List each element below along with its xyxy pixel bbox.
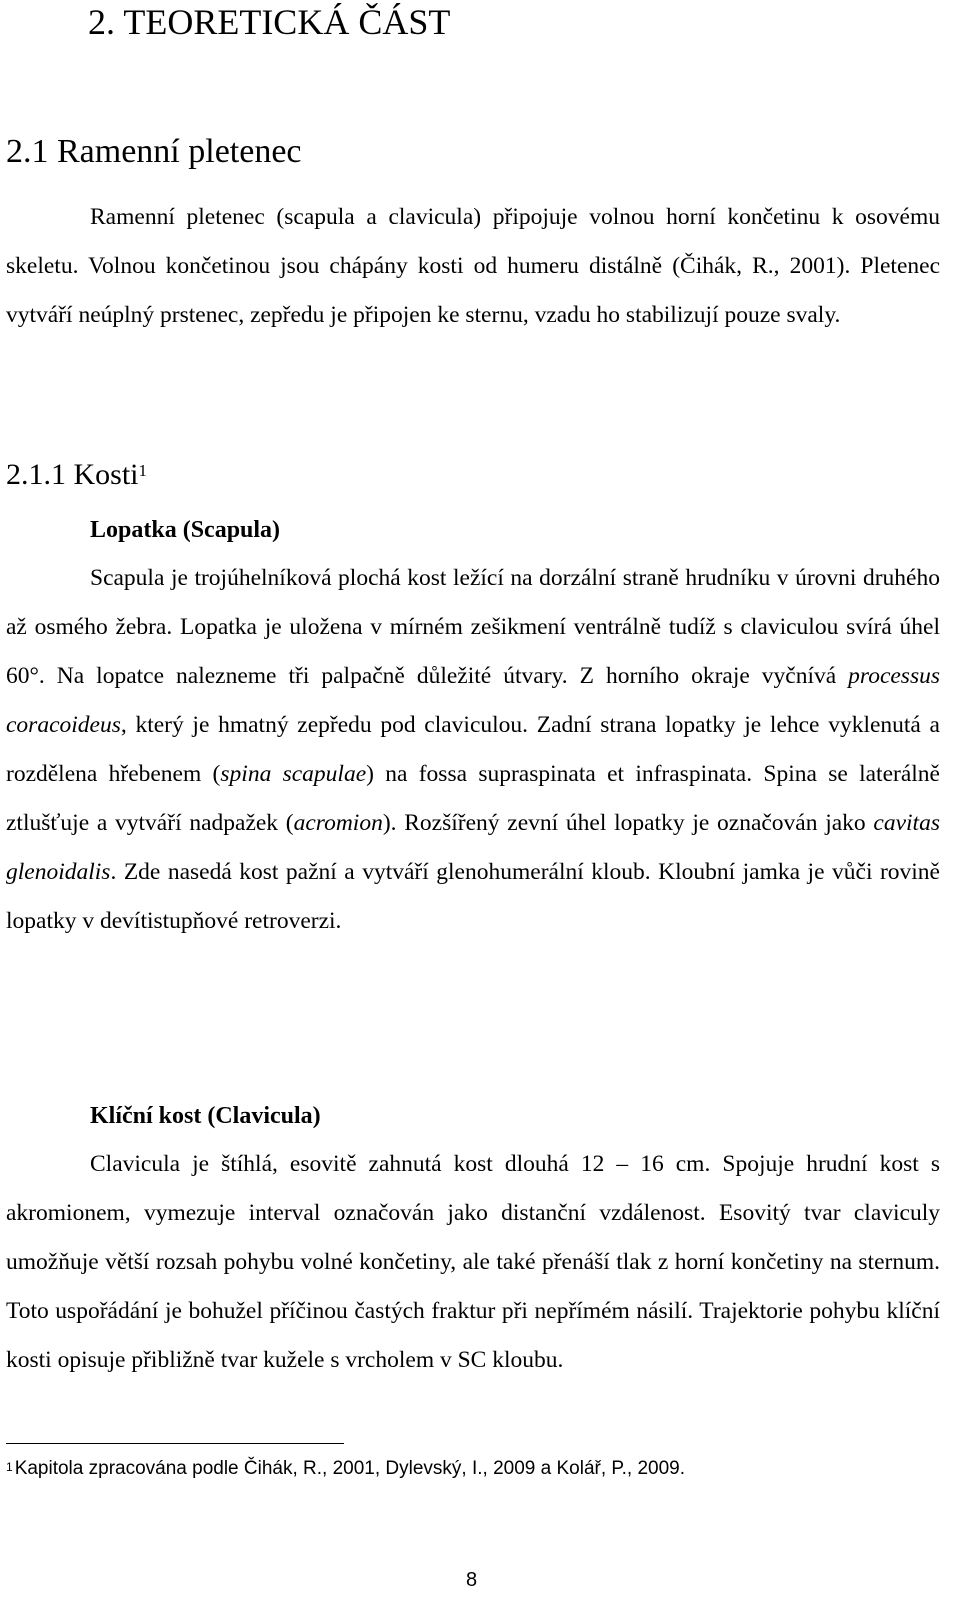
section-title: 2.1 Ramenní pletenec — [6, 133, 302, 170]
scapula-text-4: ). Rozšířený zevní úhel lopatky je označován jako — [382, 810, 874, 836]
scapula-text-2: , který je hmatný zepředu pod claviculou. Zadní strana lopatky je lehce vyklenutá a rozdělena hřebenem ( — [6, 712, 940, 787]
scapula-paragraph — [6, 554, 940, 946]
footnote-separator — [6, 1443, 344, 1444]
intro-paragraph — [6, 193, 940, 340]
term-processus-coracoideus: processus coracoideus — [6, 663, 940, 738]
clavicula-heading: Klíční kost (Clavicula) — [90, 1103, 321, 1129]
subsection-title — [6, 455, 147, 495]
clavicula-text: Clavicula je štíhlá, esovitě zahnutá kost dlouhá 12 – 16 cm. Spojuje hrudní kost s akromionem, vymezuje interval označován jako distanční vzdálenost. Esovitý tvar claviculy umožňuje větší rozsah pohybu volné končetiny, ale také přenáší tlak z horní končetiny na sternum. Toto uspořádání je bohužel příčinou častých fraktur při nepřímém násilí. Trajektorie pohybu klíční kosti opisuje přibližně tvar kužele s vrcholem v SC kloubu. — [6, 1151, 940, 1373]
footnote-reference: 1 — [138, 461, 148, 480]
term-spina-scapulae: spina scapulae — [220, 761, 367, 787]
subsection-title-text: 2.1.1 Kosti — [6, 458, 139, 491]
footnote-text: Kapitola zpracována podle Čihák, R., 2001, Dylevský, I., 2009 a Kolář, P., 2009. — [14, 1458, 686, 1479]
term-cavitas-glenoidalis: cavitas glenoidalis — [6, 810, 940, 885]
page-number: 8 — [466, 1569, 478, 1591]
clavicula-paragraph — [6, 1140, 940, 1385]
scapula-text-3: ) na fossa supraspinata et infraspinata. Spina se laterálně ztlušťuje a vytváří nadpažek ( — [6, 761, 940, 836]
footnote — [6, 1456, 685, 1482]
chapter-title: 2. TEORETICKÁ ČÁST — [88, 2, 451, 42]
term-acromion: acromion — [293, 810, 383, 836]
scapula-text-5: . Zde nasedá kost pažní a vytváří glenohumerální kloub. Kloubní jamka je vůči rovině lopatky v devítistupňové retroverzi. — [6, 859, 940, 934]
scapula-heading: Lopatka (Scapula) — [90, 517, 281, 543]
footnote-number: 1 — [6, 1460, 13, 1474]
scapula-text-1: Scapula je trojúhelníková plochá kost ležící na dorzální straně hrudníku v úrovni druhého až osmého žebra. Lopatka je uložena v mírném zešikmení ventrálně tudíž s claviculou svírá úhel 60°. Na lopatce nalezneme tři palpačně důležité útvary. Z horního okraje vyčnívá — [6, 565, 940, 689]
intro-paragraph-text: Ramenní pletenec (scapula a clavicula) připojuje volnou horní končetinu k osovému skeletu. Volnou končetinou jsou chápány kosti od humeru distálně (Čihák, R., 2001). Pletenec vytváří neúplný prstenec, zepředu je připojen ke sternu, vzadu ho stabilizují pouze svaly. — [6, 204, 940, 328]
